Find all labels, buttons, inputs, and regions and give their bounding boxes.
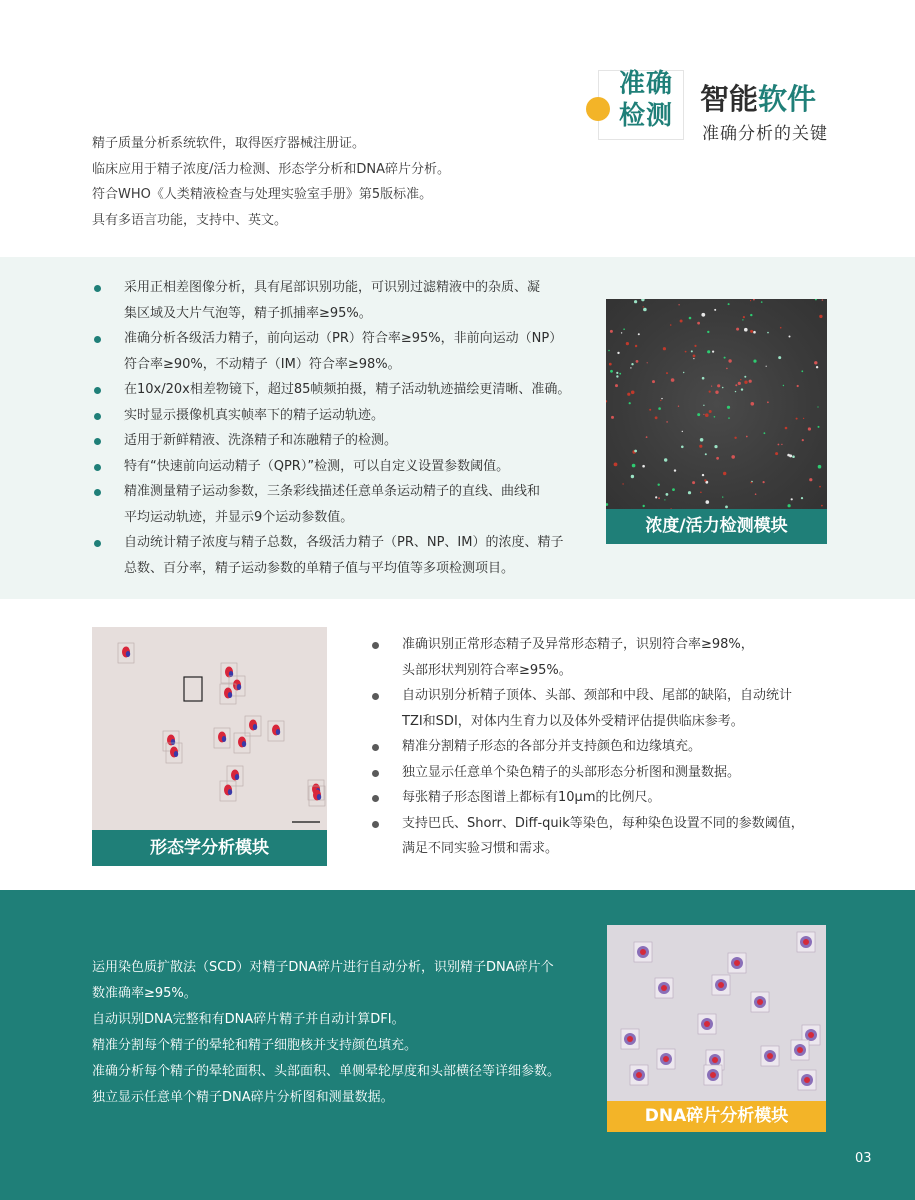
sperm-speck — [753, 331, 756, 334]
dna-line: 准确分析每个精子的晕轮面积、头部面积、单侧晕轮厚度和头部横径等详细参数。 — [92, 1064, 561, 1079]
sperm-speck — [801, 370, 803, 372]
concentration-module-caption: 浓度/活力检测模块 — [606, 509, 827, 544]
sperm-speck — [808, 427, 811, 430]
feature-line: 准确识别正常形态精子及异常形态精子，识别符合率≥98%， — [402, 632, 804, 658]
sperm-speck — [701, 313, 705, 317]
sperm-speck — [702, 377, 705, 380]
sperm-speck — [678, 304, 679, 305]
sperm-speck — [658, 497, 660, 499]
sperm-speck — [666, 372, 668, 374]
motility-microscope-image — [606, 299, 827, 509]
sperm-speck — [767, 332, 769, 334]
sperm-nucleus — [171, 739, 175, 745]
feature-line: 准确分析各级活力精子，前向运动（PR）符合率≥95%，非前向运动（NP） — [124, 326, 570, 352]
sperm-speck — [647, 362, 648, 363]
sperm-speck — [717, 384, 720, 387]
sperm-speck — [697, 322, 700, 325]
sperm-speck — [819, 486, 821, 488]
sperm-speck — [703, 414, 704, 415]
dna-nucleus — [734, 960, 740, 966]
sperm-speck — [661, 398, 662, 399]
sperm-speck — [643, 308, 647, 312]
intro-line: 具有多语言功能，支持中、英文。 — [92, 212, 288, 228]
sperm-speck — [744, 376, 746, 378]
sperm-nucleus — [174, 751, 178, 757]
sperm-speck — [689, 317, 692, 320]
sperm-speck — [632, 464, 636, 468]
motility-image-graphic — [606, 299, 827, 509]
sperm-speck — [635, 345, 637, 347]
sperm-speck — [693, 358, 694, 359]
sperm-speck — [707, 331, 709, 333]
sperm-speck — [728, 359, 731, 362]
sperm-speck — [610, 330, 613, 333]
morphology-microscope-image — [92, 627, 327, 830]
sperm-speck — [722, 496, 723, 497]
sperm-speck — [674, 469, 676, 471]
sperm-speck — [714, 445, 717, 448]
sperm-speck — [626, 342, 629, 345]
sperm-speck — [738, 382, 741, 385]
sperm-speck — [621, 332, 622, 333]
sperm-speck — [792, 455, 795, 458]
morphology-module-caption: 形态学分析模块 — [92, 830, 327, 866]
sperm-nucleus — [276, 729, 280, 735]
sperm-speck — [666, 493, 669, 496]
sperm-speck — [809, 478, 812, 481]
sperm-speck — [735, 391, 736, 392]
dna-line: 运用染色质扩散法（SCD）对精子DNA碎片进行自动分析，识别精子DNA碎片个 — [92, 960, 554, 975]
sperm-speck — [775, 452, 778, 455]
feature-line: 适用于新鲜精液、洗涤精子和冻融精子的检测。 — [124, 428, 570, 454]
sperm-speck — [778, 356, 781, 359]
sperm-speck — [664, 499, 665, 500]
feature-line: 实时显示摄像机真实帧率下的精子运动轨迹。 — [124, 403, 570, 429]
feature-line-continued: 总数、百分率，精子运动参数的单精子值与平均值等多项检测项目。 — [124, 560, 515, 576]
sperm-speck — [634, 300, 637, 303]
sperm-speck — [706, 500, 710, 504]
sperm-speck — [664, 458, 667, 461]
sperm-speck — [672, 488, 675, 491]
sperm-speck — [740, 379, 741, 380]
sperm-speck — [791, 498, 793, 500]
sperm-speck — [623, 328, 625, 330]
dna-line: 数准确率≥95%。 — [92, 986, 197, 1001]
sperm-speck — [818, 426, 820, 428]
sperm-speck — [703, 405, 704, 406]
sperm-nucleus — [222, 736, 226, 742]
sperm-speck — [785, 427, 788, 430]
dna-nucleus — [636, 1072, 642, 1078]
sperm-speck — [788, 504, 791, 507]
sperm-speck — [735, 384, 737, 386]
sperm-speck — [693, 355, 696, 358]
sperm-speck — [744, 328, 748, 332]
sperm-speck — [750, 314, 752, 316]
sperm-speck — [716, 457, 719, 460]
sperm-speck — [814, 361, 817, 364]
dna-line: 自动识别DNA完整和有DNA碎片精子并自动计算DFI。 — [92, 1012, 405, 1027]
feature-line: 采用正相差图像分析，具有尾部识别功能，可识别过滤精液中的杂质、凝 — [124, 275, 570, 301]
sperm-speck — [753, 299, 755, 301]
sperm-speck — [608, 350, 610, 352]
sperm-speck — [711, 386, 712, 387]
sperm-speck — [631, 363, 633, 365]
dna-nucleus — [627, 1036, 633, 1042]
sperm-speck — [796, 418, 798, 420]
sperm-speck — [642, 465, 645, 468]
sperm-speck — [724, 357, 726, 359]
sperm-speck — [631, 391, 635, 395]
feature-line-continued: 头部形状判别符合率≥95%。 — [402, 662, 572, 678]
sperm-speck — [638, 333, 640, 335]
feature-line-continued: 集区域及大片气泡等，精子抓捕率≥95%。 — [124, 305, 372, 321]
sperm-speck — [742, 319, 743, 320]
feature-line: 精准分割精子形态的各部分并支持颜色和边缘填充。 — [402, 734, 804, 760]
feature-line: 自动识别分析精子顶体、头部、颈部和中段、尾部的缺陷，自动统计 — [402, 683, 804, 709]
feature-line-continued: 平均运动轨迹，并显示9个运动参数值。 — [124, 509, 354, 525]
sperm-nucleus — [235, 774, 239, 780]
feature-line: 独立显示任意单个染色精子的头部形态分析图和测量数据。 — [402, 760, 804, 786]
sperm-speck — [636, 360, 639, 363]
feature-line: 特有“快速前向运动精子（QPR）”检测，可以自定义设置参数阈值。 — [124, 454, 570, 480]
sperm-speck — [705, 413, 709, 417]
sperm-speck — [655, 416, 658, 419]
sperm-speck — [627, 393, 630, 396]
sperm-speck — [660, 400, 661, 401]
sperm-speck — [728, 303, 730, 305]
header-badge-text — [619, 68, 679, 132]
sperm-speck — [658, 407, 661, 410]
sperm-speck — [634, 450, 637, 453]
sperm-speck — [692, 481, 695, 484]
sperm-speck — [700, 492, 702, 494]
sperm-speck — [611, 416, 614, 419]
sperm-speck — [681, 446, 684, 449]
sperm-nucleus — [237, 684, 241, 690]
sperm-speck — [629, 402, 631, 404]
sperm-speck — [750, 300, 751, 301]
sperm-speck — [749, 380, 752, 383]
sperm-nucleus — [317, 794, 321, 800]
sperm-speck — [622, 483, 623, 484]
sperm-speck — [643, 505, 645, 507]
dna-nucleus — [710, 1072, 716, 1078]
feature-line: 支持巴氏、Shorr、Diff-quik等染色，每种染色设置不同的参数阈值， — [402, 811, 804, 837]
intro-paragraph — [92, 131, 450, 233]
sperm-speck — [763, 481, 765, 483]
sperm-nucleus — [228, 789, 232, 795]
sperm-speck — [731, 455, 735, 459]
sperm-speck — [761, 301, 763, 303]
sperm-speck — [801, 497, 803, 499]
dna-nucleus — [804, 1077, 810, 1083]
sperm-speck — [778, 444, 780, 446]
dna-line: 精准分割每个精子的晕轮和精子细胞核并支持颜色填充。 — [92, 1038, 418, 1053]
sperm-speck — [704, 479, 706, 481]
sperm-speck — [617, 352, 619, 354]
sperm-speck — [781, 444, 782, 445]
sperm-speck — [822, 299, 823, 300]
sperm-speck — [614, 463, 618, 467]
sperm-speck — [609, 363, 612, 366]
sperm-speck — [741, 388, 743, 390]
sperm-nucleus — [228, 692, 232, 698]
intro-line: 符合WHO《人类精液检查与处理实验室手册》第5版标准。 — [92, 187, 433, 202]
dna-nucleus — [712, 1057, 718, 1063]
dna-nucleus — [757, 999, 763, 1005]
sperm-speck — [700, 438, 704, 442]
sperm-speck — [705, 453, 707, 455]
sperm-speck — [714, 416, 716, 418]
sperm-speck — [655, 496, 657, 498]
sperm-speck — [666, 421, 668, 423]
sperm-speck — [727, 406, 730, 409]
sperm-speck — [682, 431, 683, 432]
page-title — [700, 77, 816, 118]
sperm-speck — [797, 385, 799, 387]
sperm-speck — [699, 445, 702, 448]
sperm-speck — [688, 491, 691, 494]
dna-nucleus — [808, 1032, 814, 1038]
dna-nucleus — [704, 1021, 710, 1027]
sperm-nucleus — [253, 724, 257, 730]
sperm-speck — [816, 366, 818, 368]
page-number: 03 — [855, 1151, 872, 1166]
sperm-speck — [643, 306, 644, 307]
sperm-speck — [649, 409, 651, 411]
dna-nucleus — [640, 949, 646, 955]
sperm-speck — [802, 439, 804, 441]
sperm-speck — [691, 350, 693, 352]
sperm-speck — [819, 315, 822, 318]
dna-description — [92, 955, 560, 1111]
sperm-speck — [744, 381, 747, 384]
sperm-speck — [630, 367, 631, 368]
sperm-speck — [712, 351, 714, 353]
sperm-speck — [726, 368, 728, 370]
sperm-speck — [728, 417, 730, 419]
feature-line-continued: 符合率≥90%，不动精子（IM）符合率≥98%。 — [124, 356, 401, 372]
page-title-prefix: 智能 — [700, 82, 759, 116]
sperm-speck — [680, 320, 683, 323]
sperm-speck — [723, 472, 726, 475]
sperm-speck — [641, 299, 644, 301]
sperm-speck — [683, 372, 684, 373]
sperm-speck — [725, 506, 728, 509]
sperm-speck — [663, 347, 666, 350]
dna-microscope-image — [607, 925, 826, 1101]
morphology-image-graphic — [92, 627, 327, 830]
sperm-speck — [789, 454, 792, 457]
dna-nucleus — [718, 982, 724, 988]
concentration-feature-list — [124, 275, 570, 581]
sperm-speck — [631, 475, 634, 478]
sperm-speck — [780, 327, 782, 329]
sperm-speck — [817, 406, 818, 407]
sperm-speck — [764, 432, 766, 434]
sperm-speck — [709, 410, 712, 413]
sperm-speck — [734, 437, 736, 439]
sperm-speck — [751, 402, 755, 406]
dna-nucleus — [797, 1047, 803, 1053]
sperm-speck — [750, 482, 752, 484]
header-accent-dot — [586, 97, 610, 121]
sperm-speck — [606, 400, 607, 402]
sperm-speck — [685, 351, 687, 353]
sperm-speck — [616, 375, 618, 377]
sperm-speck — [766, 366, 767, 367]
sperm-speck — [755, 493, 757, 495]
sperm-speck — [697, 413, 700, 416]
dna-nucleus — [663, 1056, 669, 1062]
sperm-speck — [606, 503, 608, 506]
header-badge-line1: 准确 — [619, 69, 674, 99]
sperm-speck — [616, 372, 618, 374]
dna-nucleus — [661, 985, 667, 991]
sperm-speck — [615, 384, 618, 387]
feature-line: 在10x/20x相差物镜下，超过85帧频拍摄，精子活动轨迹描绘更清晰、准确。 — [124, 377, 570, 403]
feature-line: 自动统计精子浓度与精子总数，各级活力精子（PR、NP、IM）的浓度、精子 — [124, 530, 570, 556]
sperm-speck — [670, 324, 672, 326]
sperm-speck — [678, 406, 679, 407]
sperm-speck — [783, 385, 784, 386]
sperm-speck — [671, 378, 675, 382]
intro-line: 精子质量分析系统软件，取得医疗器械注册证。 — [92, 136, 366, 151]
intro-line: 临床应用于精子浓度/活力检测、形态学分析和DNA碎片分析。 — [92, 161, 451, 177]
sperm-speck — [753, 360, 756, 363]
sperm-speck — [709, 391, 711, 393]
sperm-speck — [722, 387, 724, 389]
sperm-speck — [750, 330, 753, 333]
sperm-speck — [821, 505, 823, 507]
sperm-speck — [789, 336, 791, 338]
sperm-speck — [610, 370, 613, 373]
page-title-highlight: 软件 — [758, 82, 817, 116]
dna-nucleus — [767, 1053, 773, 1059]
sperm-speck — [714, 309, 716, 311]
sperm-nucleus — [126, 651, 130, 657]
dna-nucleus — [803, 939, 809, 945]
sperm-speck — [818, 465, 822, 469]
sperm-speck — [707, 350, 710, 353]
morphology-feature-list — [402, 632, 804, 862]
dna-line: 独立显示任意单个精子DNA碎片分析图和测量数据。 — [92, 1090, 394, 1105]
sperm-speck — [736, 328, 739, 331]
dna-module-caption: DNA碎片分析模块 — [607, 1101, 826, 1132]
sperm-speck — [646, 436, 648, 438]
sperm-speck — [815, 299, 817, 300]
sperm-speck — [658, 484, 660, 486]
feature-line-continued: 满足不同实验习惯和需求。 — [402, 841, 559, 856]
sperm-speck — [743, 316, 745, 318]
sperm-speck — [767, 401, 769, 403]
sperm-speck — [619, 373, 621, 375]
header-badge-line2: 检测 — [619, 101, 674, 131]
dna-image-graphic — [607, 925, 826, 1101]
sperm-speck — [715, 391, 718, 394]
feature-line: 每张精子形态图谱上都标有10μm的比例尺。 — [402, 785, 804, 811]
feature-line: 精准测量精子运动参数，三条彩线描述任意单条运动精子的直线、曲线和 — [124, 479, 570, 505]
feature-line-continued: TZI和SDI，对体内生育力以及体外受精评估提供临床参考。 — [402, 713, 744, 729]
sperm-speck — [702, 474, 704, 476]
sperm-speck — [694, 345, 696, 347]
page-subtitle: 准确分析的关键 — [702, 124, 828, 144]
sperm-speck — [803, 418, 804, 419]
sperm-speck — [652, 380, 655, 383]
sperm-speck — [746, 436, 748, 438]
sperm-nucleus — [242, 741, 246, 747]
